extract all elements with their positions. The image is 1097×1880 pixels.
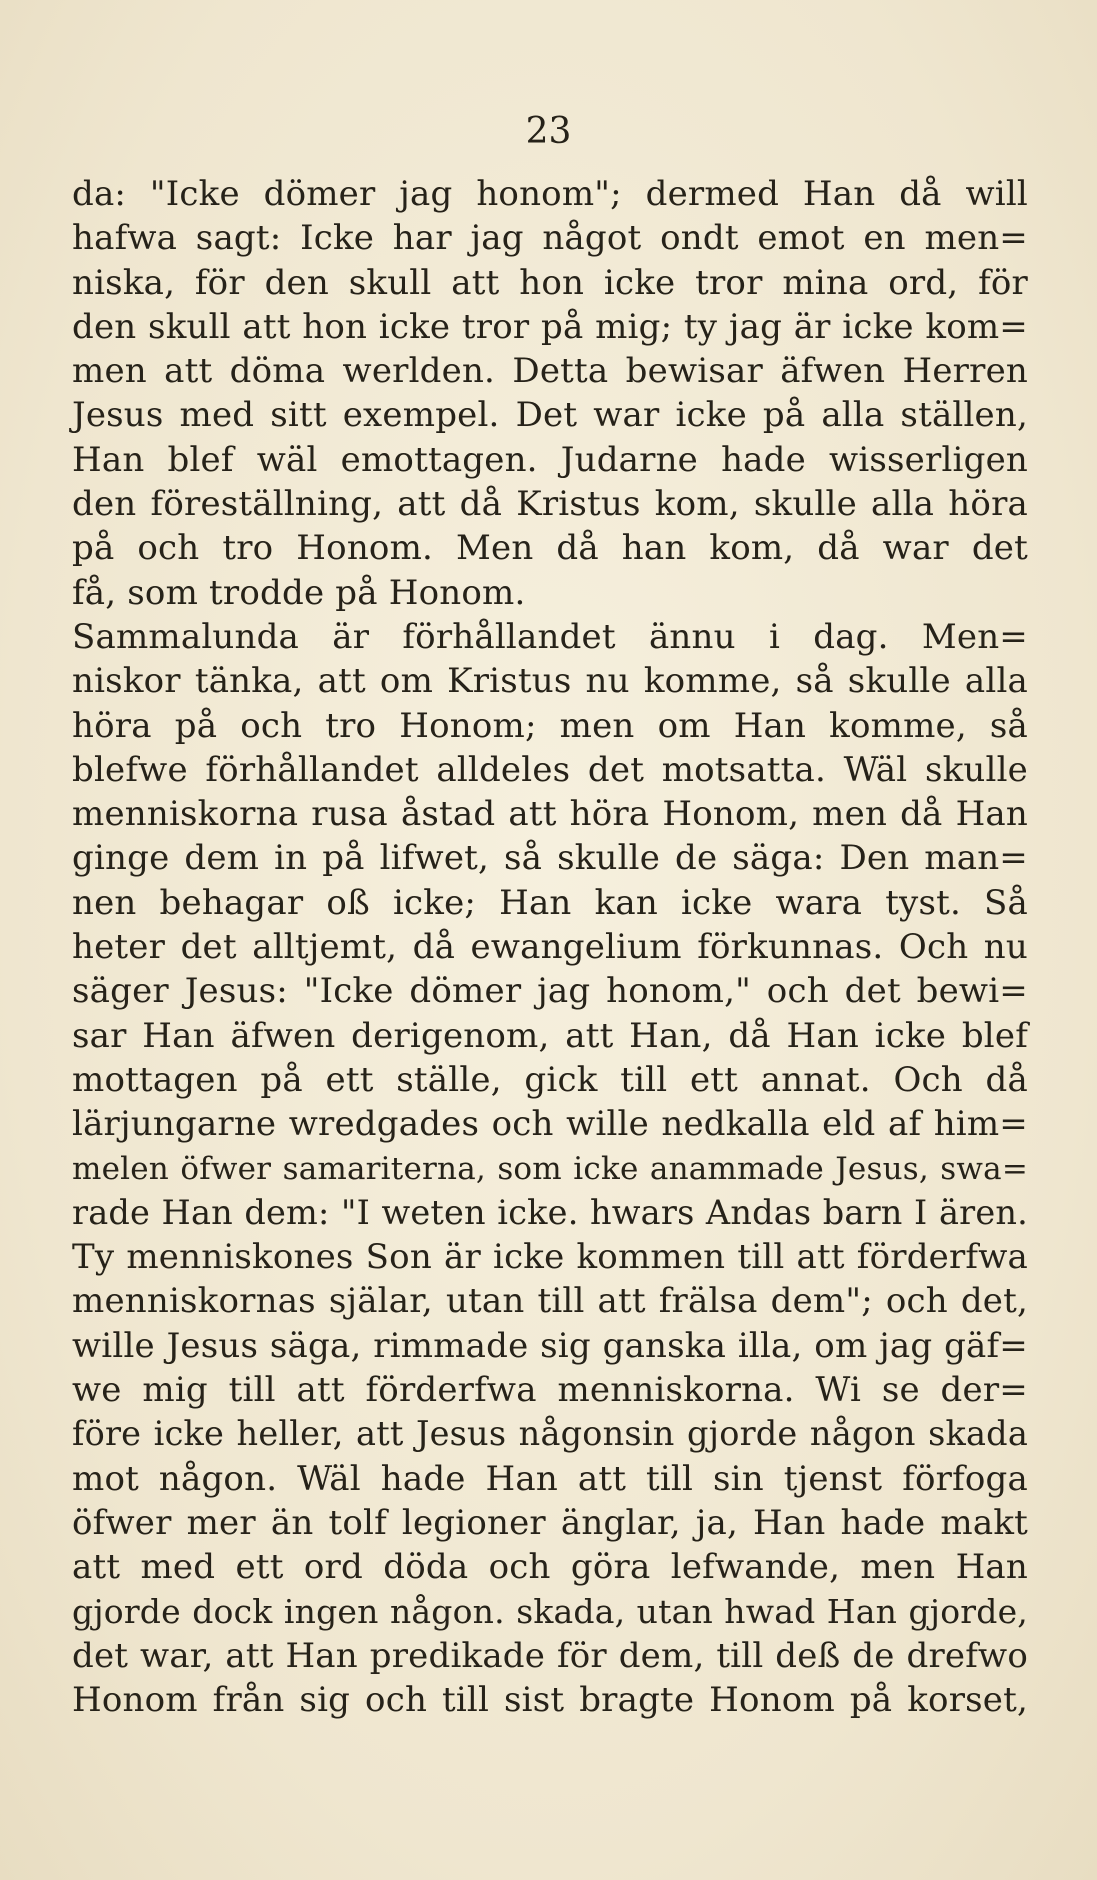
text-line: Han blef wäl emottagen. Judarne hade wisserligen xyxy=(72,439,1028,480)
text-line: den skull att hon icke tror på mig; ty jag är icke kom= xyxy=(72,306,1028,347)
text-line: menniskorna rusa åstad att höra Honom, men då Han xyxy=(72,794,1028,835)
text-line: hafwa sagt: Icke har jag något ondt emot en men= xyxy=(72,218,1028,259)
text-line: Sammalunda är förhållandet ännu i dag. Men= xyxy=(72,616,1028,657)
text-line: mot någon. Wäl hade Han att till sin tjenst förfoga xyxy=(72,1458,1028,1499)
paragraph-end-line: få, som trodde på Honom. xyxy=(72,572,526,613)
text-line: men att döma werlden. Detta bewisar äfwen Herren xyxy=(72,351,1028,392)
text-line: niskor tänka, att om Kristus nu komme, så skulle alla xyxy=(72,661,1028,702)
text-line: höra på och tro Honom; men om Han komme, så xyxy=(72,705,1028,746)
text-line: heter det alltjemt, då ewangelium förkunnas. Och nu xyxy=(72,927,1028,968)
text-line: Honom från sig och till sist bragte Honom på korset, xyxy=(72,1680,1028,1721)
text-line: rade Han dem: "I weten icke. hwars Andas barn I ären. xyxy=(72,1192,1028,1232)
text-line: nen behagar oß icke; Han kan icke wara tyst. Så xyxy=(72,882,1028,923)
text-line: att med ett ord döda och göra lefwande, men Han xyxy=(72,1547,1028,1588)
text-line: Jesus med sitt exempel. Det war icke på alla ställen, xyxy=(72,395,1028,436)
text-line: ginge dem in på lifwet, så skulle de säga: Den man= xyxy=(72,838,1028,879)
text-line: före icke heller, att Jesus någonsin gjorde någon skada xyxy=(72,1414,1028,1454)
text-line: på och tro Honom. Men då han kom, då war det xyxy=(72,528,1028,569)
text-line: menniskornas själar, utan till att frälsa dem"; och det, xyxy=(72,1281,1028,1322)
text-line: blefwe förhållandet alldeles det motsatta. Wäl skulle xyxy=(72,749,1028,790)
text-line: wille Jesus säga, rimmade sig ganska illa, om jag gäf= xyxy=(72,1325,1028,1366)
text-line: sar Han äfwen derigenom, att Han, då Han icke blef xyxy=(72,1015,1028,1056)
text-line: melen öfwer samariterna, som icke anammade Jesus, swa= xyxy=(72,1150,1028,1187)
text-line: den föreställning, att då Kristus kom, skulle alla höra xyxy=(72,484,1028,525)
text-line: mottagen på ett ställe, gick till ett annat. Och då xyxy=(72,1059,1028,1100)
text-line: Ty menniskones Son är icke kommen till att förderfwa xyxy=(72,1237,1028,1278)
text-line: we mig till att förderfwa menniskorna. Wi se der= xyxy=(72,1370,1028,1411)
page-number: 23 xyxy=(525,111,572,152)
text-line: lärjungarne wredgades och wille nedkalla eld af him= xyxy=(72,1104,1028,1145)
body-text xyxy=(72,172,1028,1722)
text-line: gjorde dock ingen någon. skada, utan hwad Han gjorde, xyxy=(72,1591,1028,1631)
text-line: säger Jesus: "Icke dömer jag honom," och det bewi= xyxy=(72,971,1028,1012)
text-line: niska, för den skull att hon icke tror mina ord, för xyxy=(72,262,1028,303)
text-line: öfwer mer än tolf legioner änglar, ja, Han hade makt xyxy=(72,1502,1028,1543)
text-line: det war, att Han predikade för dem, till deß de drefwo xyxy=(72,1635,1028,1676)
text-line: da: "Icke dömer jag honom"; dermed Han då will xyxy=(72,174,1028,214)
